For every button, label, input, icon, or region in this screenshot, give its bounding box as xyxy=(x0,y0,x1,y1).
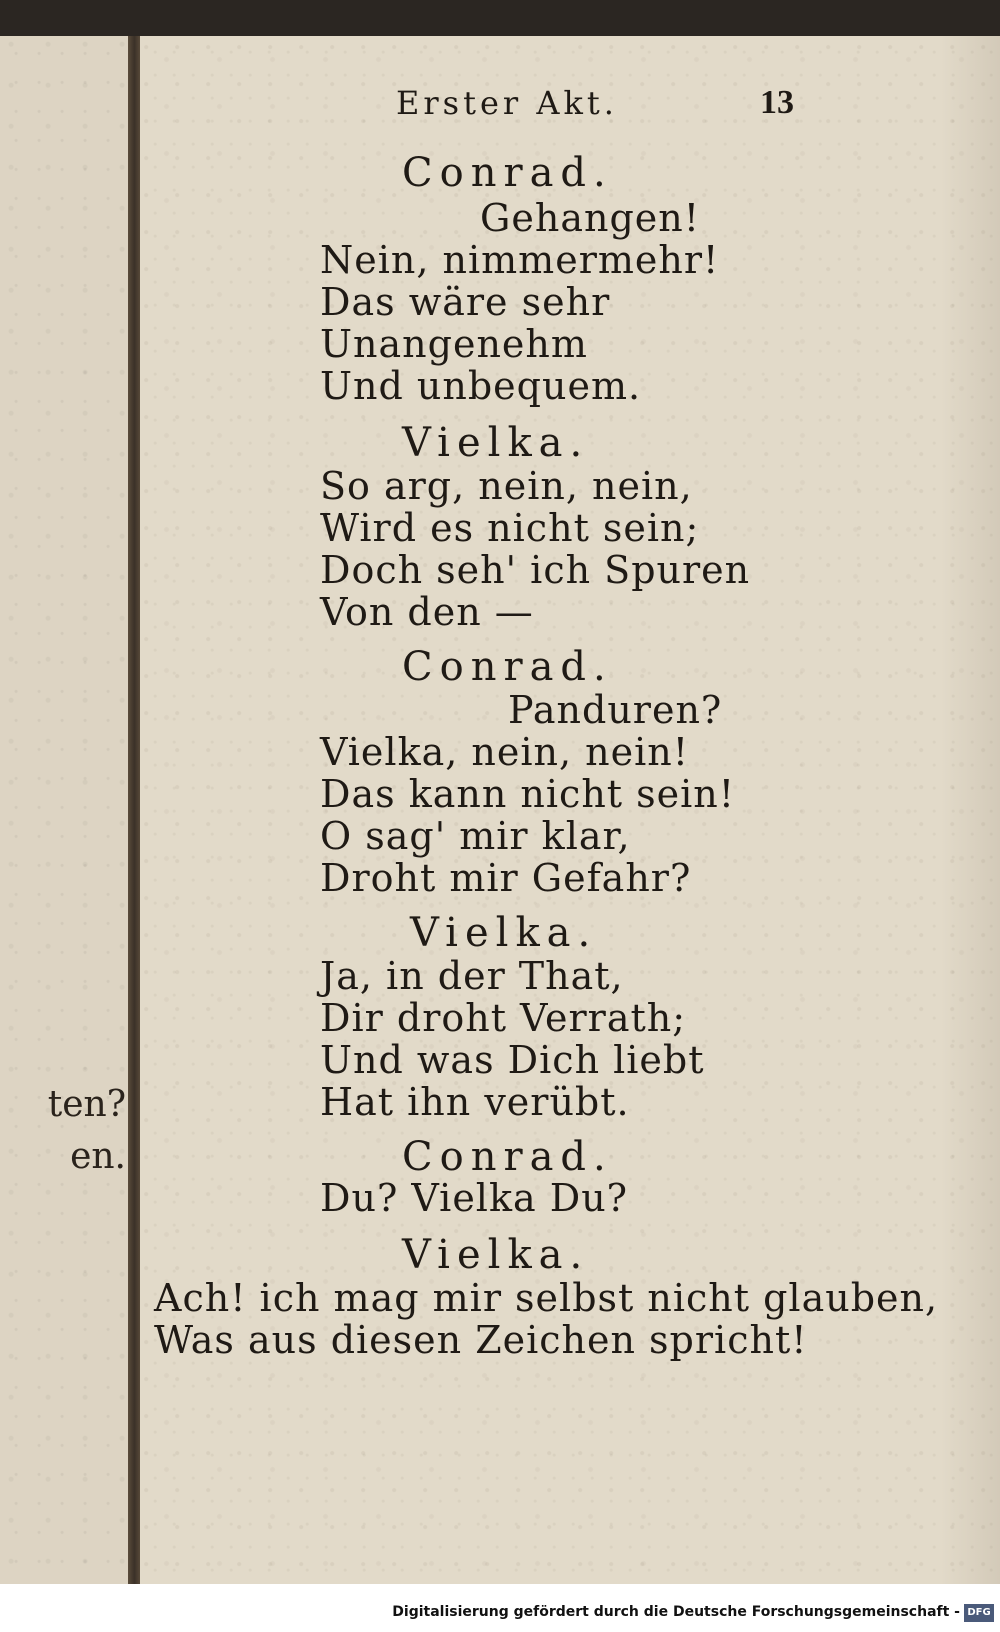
speaker-label: Vielka. xyxy=(410,910,598,956)
speaker-label: Conrad. xyxy=(402,644,613,690)
verse-line: Ja, in der That, xyxy=(320,954,624,998)
speaker-label: Vielka. xyxy=(402,420,590,466)
left-page xyxy=(0,36,130,1584)
verse-line: Hat ihn verübt. xyxy=(320,1080,630,1124)
speaker-label: Vielka. xyxy=(402,1232,590,1278)
verse-line: Das kann nicht sein! xyxy=(320,772,736,816)
verse-line: Nein, nimmermehr! xyxy=(320,238,720,282)
verse-line: Panduren? xyxy=(508,688,723,732)
verse-line: Ach! ich mag mir selbst nicht glauben, xyxy=(154,1276,939,1320)
running-title: Erster Akt. xyxy=(396,84,618,122)
verse-line: Und unbequem. xyxy=(320,364,642,408)
page-number: 13 xyxy=(760,84,794,121)
dfg-logo-icon: DFG xyxy=(964,1604,994,1622)
verse-line: Dir droht Verrath; xyxy=(320,996,687,1040)
verse-line: Und was Dich liebt xyxy=(320,1038,705,1082)
footer-bar xyxy=(0,1584,1000,1632)
verse-line: Was aus diesen Zeichen spricht! xyxy=(154,1318,808,1362)
digitization-credit: Digitalisierung gefördert durch die Deutsche Forschungsgemeinschaft - xyxy=(392,1604,960,1620)
verse-line: Wird es nicht sein; xyxy=(320,506,700,550)
verse-line: Das wäre sehr xyxy=(320,280,611,324)
verse-line: Vielka, nein, nein! xyxy=(320,730,690,774)
verse-line: Gehangen! xyxy=(480,196,701,240)
verse-line: Doch seh' ich Spuren xyxy=(320,548,751,592)
speaker-label: Conrad. xyxy=(402,1134,613,1180)
verse-line: Droht mir Gefahr? xyxy=(320,856,692,900)
left-page-fragment: en. xyxy=(70,1136,126,1177)
right-page xyxy=(140,36,1000,1584)
speaker-label: Conrad. xyxy=(402,150,613,196)
verse-line: Du? Vielka Du? xyxy=(320,1176,629,1220)
left-page-fragment: ten? xyxy=(47,1084,126,1125)
verse-line: So arg, nein, nein, xyxy=(320,464,693,508)
verse-line: Unangenehm xyxy=(320,322,588,366)
verse-line: O sag' mir klar, xyxy=(320,814,631,858)
verse-line: Von den — xyxy=(320,590,534,634)
